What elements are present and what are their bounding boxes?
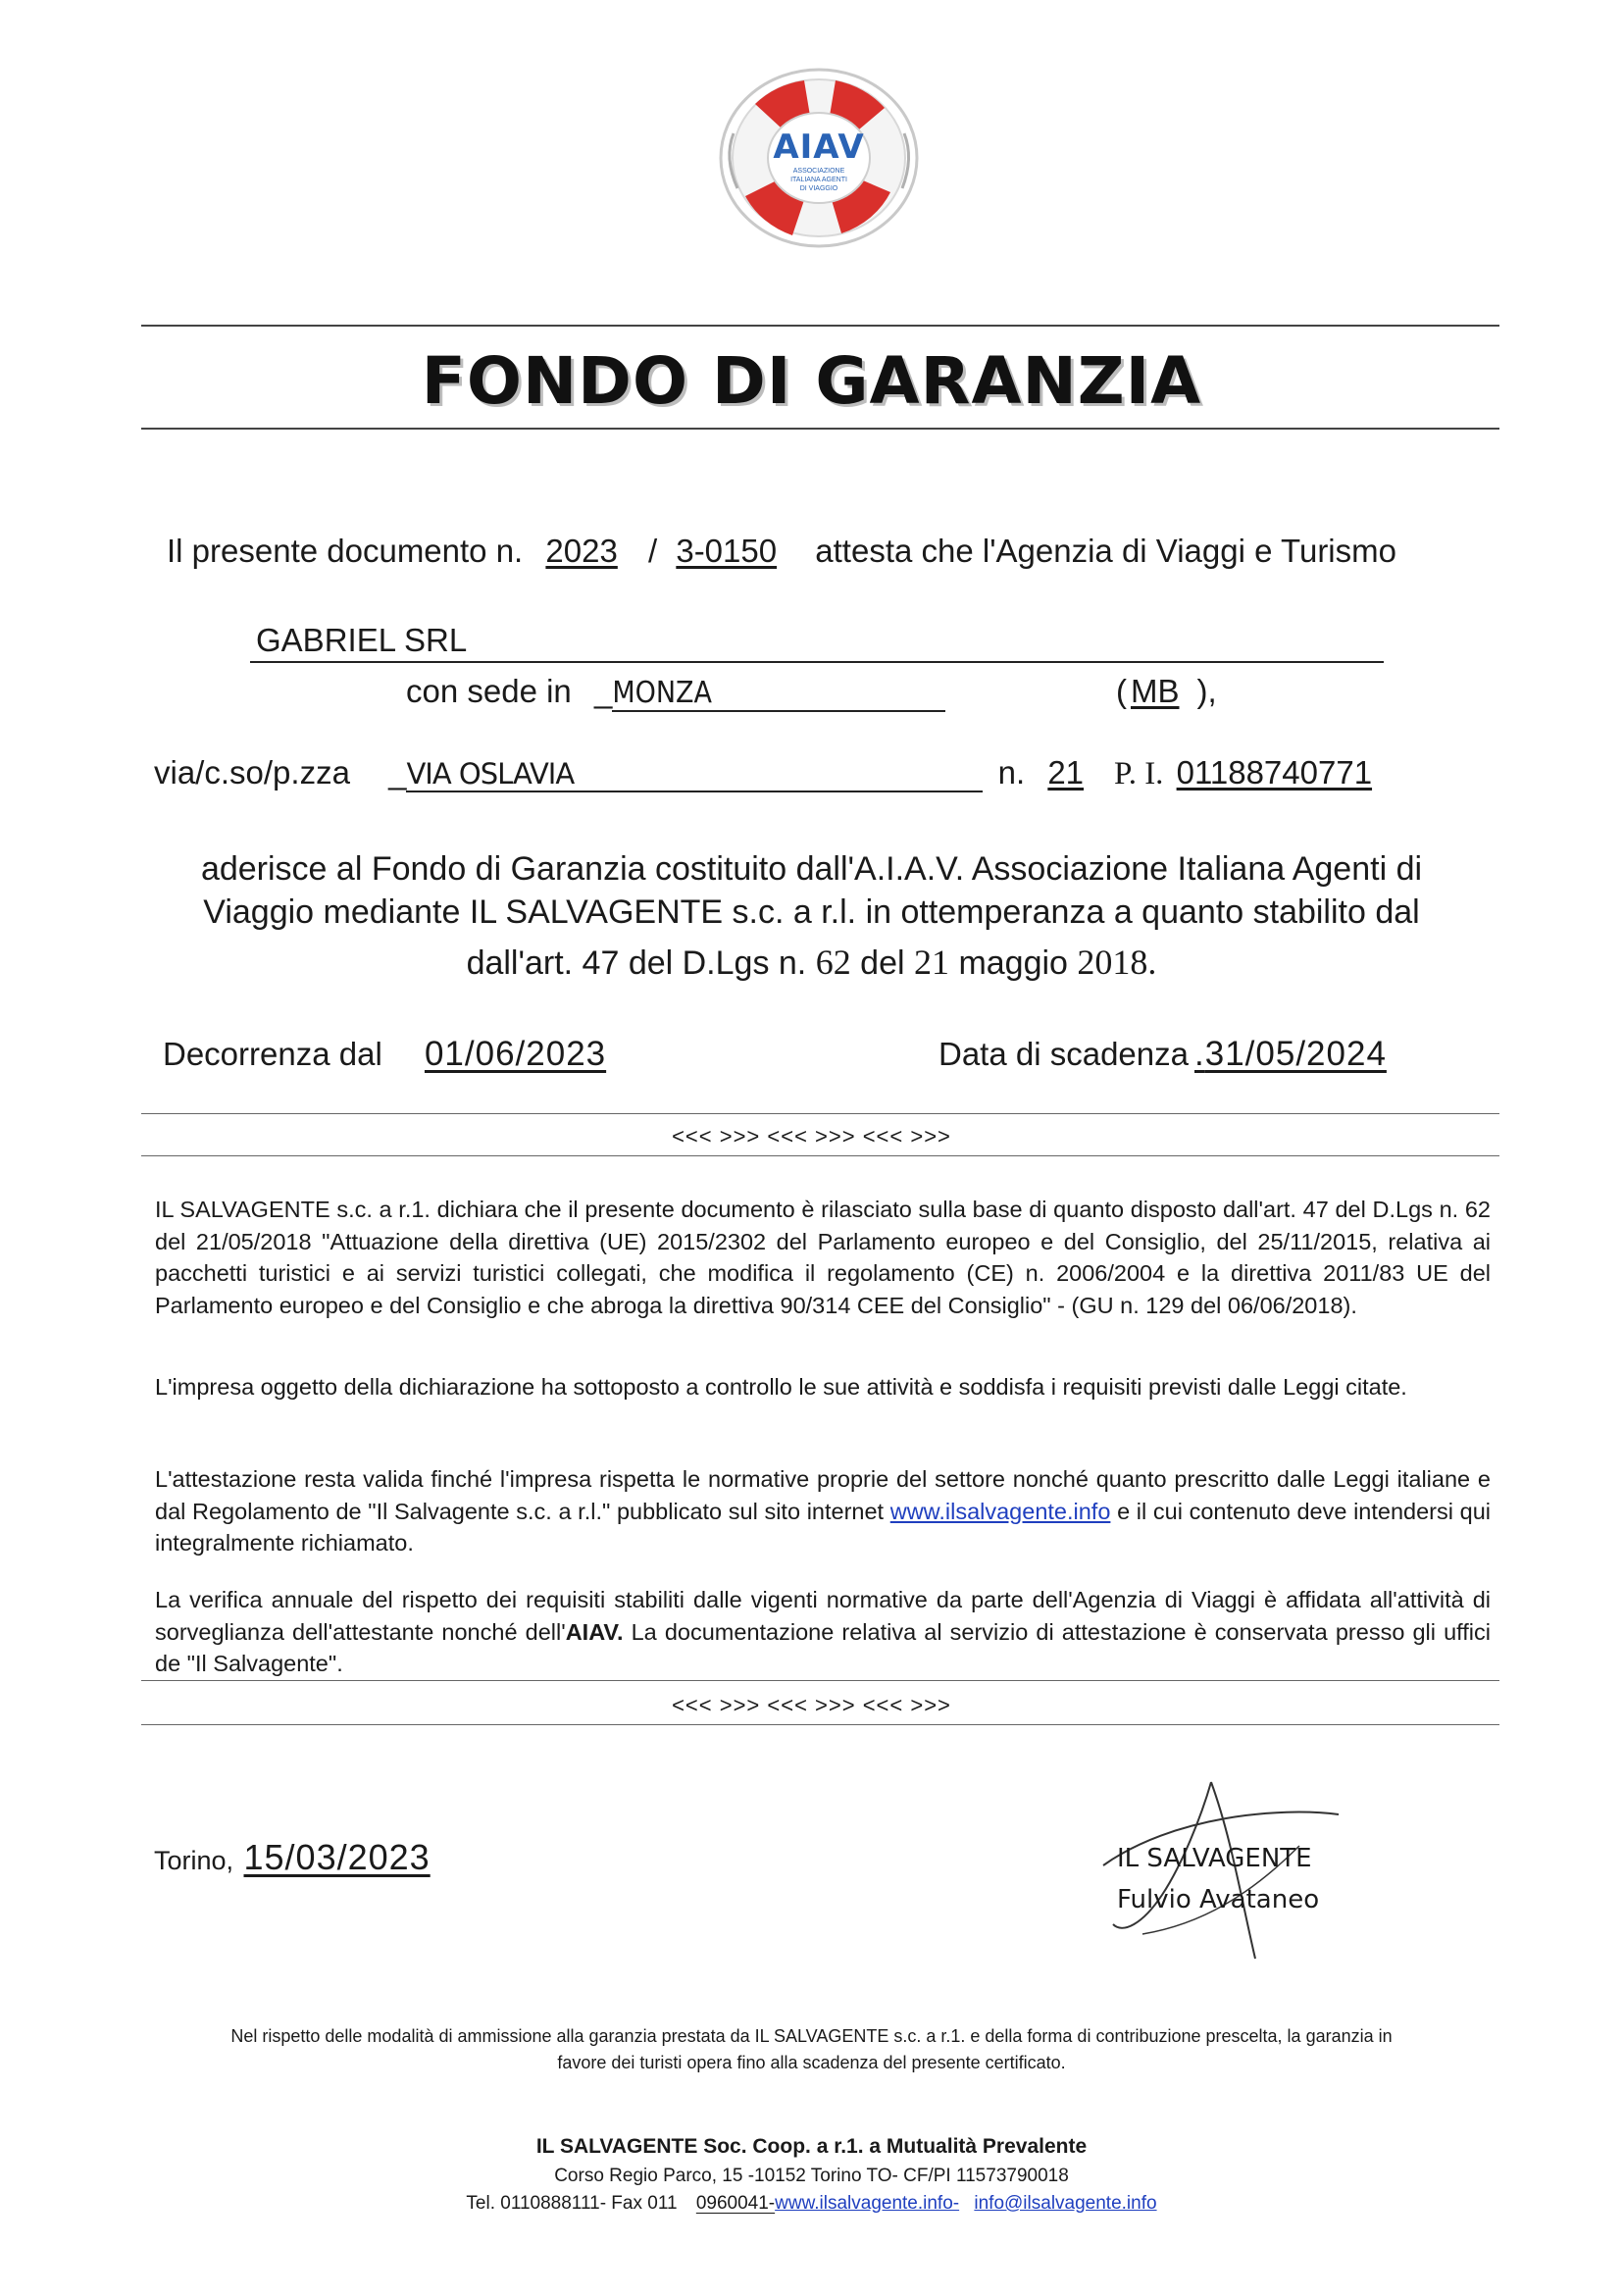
start-date: 01/06/2023 bbox=[424, 1035, 607, 1073]
adherence-line-1: aderisce al Fondo di Garanzia costituito dall'A.I.A.V. Associazione Italiana Agenti di bbox=[200, 850, 1423, 888]
sede-label: con sede in bbox=[406, 673, 572, 709]
intro-prefix: Il presente documento n. bbox=[167, 533, 524, 569]
agency-name-field bbox=[250, 622, 1384, 663]
adherence-line-2: Viaggio mediante IL SALVAGENTE s.c. a r.l. in ottemperanza a quanto stabilito dal bbox=[203, 893, 1420, 931]
end-date: 31/05/2024 bbox=[1204, 1035, 1387, 1073]
footer-contacts bbox=[0, 2193, 1623, 2215]
province: MB bbox=[1131, 673, 1180, 709]
adherence-line-3-a: dall'art. 47 del D.Lgs n. bbox=[466, 944, 807, 982]
paragraph-verification-b: La documentazione relativa al servizio di attestazione è conservata presso gli uffici de "Il Salvagente". bbox=[155, 1618, 1491, 1676]
handwritten-signature-icon bbox=[1084, 1777, 1348, 1973]
end-validity bbox=[938, 1035, 1387, 1074]
start-label: Decorrenza dal bbox=[163, 1036, 382, 1072]
sede-prefix: _ bbox=[593, 673, 613, 709]
signature-block bbox=[1084, 1777, 1348, 1973]
paragraph-validity-a: L'attestazione resta valida finché l'impresa rispetta le normative proprie del settore nonché quanto prescritto dalle Leggi italiane e dal Regolamento de "Il Salvagente s.c. a r.l." pubblicato sul sito internet bbox=[155, 1466, 1491, 1524]
adherence-month: maggio bbox=[958, 944, 1068, 982]
agency-name: GABRIEL SRL bbox=[256, 622, 468, 658]
piva-number: 01188740771 bbox=[1176, 754, 1373, 791]
intro-line bbox=[167, 533, 1396, 570]
via-line bbox=[154, 754, 1084, 792]
title-rule bbox=[141, 428, 1499, 430]
website-link[interactable]: www.ilsalvagente.info bbox=[889, 1498, 1111, 1524]
via-label: via/c.so/p.zza bbox=[154, 754, 350, 791]
adherence-day: 21 bbox=[914, 943, 949, 982]
adherence-decree-number: 62 bbox=[815, 943, 851, 982]
doc-number: 3-0150 bbox=[676, 533, 778, 569]
paragraph-validity bbox=[155, 1463, 1491, 1559]
end-label: Data di scadenza bbox=[938, 1036, 1189, 1072]
start-validity bbox=[163, 1035, 606, 1074]
footer-company: IL SALVAGENTE Soc. Coop. a r.1. a Mutualità Prevalente bbox=[535, 2135, 1088, 2158]
footer-phone-fax: Tel. 0110888111- Fax 011 bbox=[466, 2193, 678, 2214]
place: Torino, bbox=[154, 1846, 234, 1875]
logo-subtitle: ASSOCIAZIONE ITALIANA AGENTI DI VIAGGIO bbox=[790, 168, 847, 192]
logo-text: AIAV bbox=[773, 128, 865, 167]
aiav-bold: AIAV. bbox=[565, 1618, 624, 1645]
province-field bbox=[1116, 673, 1217, 710]
separator-2: <<< >>> <<< >>> <<< >>> bbox=[672, 1693, 951, 1717]
separator-1: <<< >>> <<< >>> <<< >>> bbox=[672, 1124, 951, 1148]
piva-label: P. I. bbox=[1114, 756, 1164, 791]
adherence-line-3 bbox=[0, 942, 1623, 983]
piva-field bbox=[1114, 754, 1372, 792]
place-date bbox=[154, 1837, 431, 1878]
sede-line bbox=[406, 673, 945, 712]
paragraph-requirements: L'impresa oggetto della dichiarazione ha sottoposto a controllo le sue attività e soddisfa i requisiti previsti dalle Leggi citate. bbox=[155, 1374, 1407, 1400]
doc-slash: / bbox=[648, 533, 658, 569]
signature-name: Fulvio Avataneo bbox=[1117, 1885, 1320, 1914]
city: MONZA bbox=[612, 676, 945, 712]
document-title: FONDO DI GARANZIA bbox=[421, 343, 1202, 419]
guarantee-note-1: Nel rispetto delle modalità di ammissione alla garanzia prestata da IL SALVAGENTE s.c. a r.1. e della forma di contribuzione prescelta, la garanzia in bbox=[230, 2026, 1393, 2046]
footer-email-link[interactable]: info@ilsalvagente.info bbox=[974, 2193, 1157, 2214]
separator-rule-1a bbox=[141, 1113, 1499, 1114]
province-open: ( bbox=[1116, 673, 1127, 709]
adherence-line-3-b: del bbox=[860, 944, 905, 982]
footer-fax-number: 0960041- bbox=[695, 2193, 776, 2214]
guarantee-note-2: favore dei turisti opera fino alla scadenza del presente certificato. bbox=[557, 2053, 1066, 2072]
doc-year: 2023 bbox=[545, 533, 618, 569]
separator-rule-2b bbox=[141, 1724, 1499, 1725]
end-dot: . bbox=[1194, 1035, 1205, 1073]
separator-rule-2a bbox=[141, 1680, 1499, 1681]
paragraph-legal-basis: IL SALVAGENTE s.c. a r.1. dichiara che il presente documento è rilasciato sulla base di quanto disposto dall'art. 47 del D.Lgs n. 62 del 21/05/2018 "Attuazione della direttiva (UE) 2015/2302 del Parlamento europeo e del Consiglio, del 25/11/2015, relativa ai pacchetti turistici e ai servizi turistici collegati, che modifica il regolamento (CE) n. 2006/2004 e la direttiva 2011/83 UE del Parlamento europeo e del Consiglio e che abroga la direttiva 90/314 CEE del Consiglio" - (GU n. 129 del 06/06/2018). bbox=[155, 1197, 1491, 1318]
paragraph-verification-a: La verifica annuale del rispetto dei requisiti stabiliti dalle vigenti normative da parte dell'Agenzia di Viaggi è affidata all'attività di sorveglianza dell'attestante nonché dell' bbox=[155, 1587, 1491, 1645]
via-prefix: _ bbox=[388, 754, 407, 791]
top-rule bbox=[141, 325, 1499, 327]
intro-suffix: attesta che l'Agenzia di Viaggi e Turismo bbox=[815, 533, 1396, 569]
paragraph-verification bbox=[155, 1584, 1491, 1680]
footer-website-link[interactable]: www.ilsalvagente.info- bbox=[775, 2193, 960, 2214]
issue-date: 15/03/2023 bbox=[243, 1837, 431, 1877]
footer-address: Corso Regio Parco, 15 -10152 Torino TO- CF/PI 11573790018 bbox=[554, 2166, 1069, 2186]
separator-rule-1b bbox=[141, 1155, 1499, 1156]
province-close: ), bbox=[1196, 673, 1217, 709]
number-label: n. bbox=[997, 754, 1026, 791]
street-number: 21 bbox=[1047, 754, 1085, 791]
street: VIA OSLAVIA bbox=[406, 757, 983, 792]
signature-company: IL SALVAGENTE bbox=[1117, 1844, 1312, 1873]
aiav-logo bbox=[716, 65, 922, 251]
paragraph-validity-b: e il cui contenuto deve intendersi qui integralmente richiamato. bbox=[155, 1498, 1491, 1556]
adherence-year: 2018. bbox=[1077, 943, 1157, 982]
